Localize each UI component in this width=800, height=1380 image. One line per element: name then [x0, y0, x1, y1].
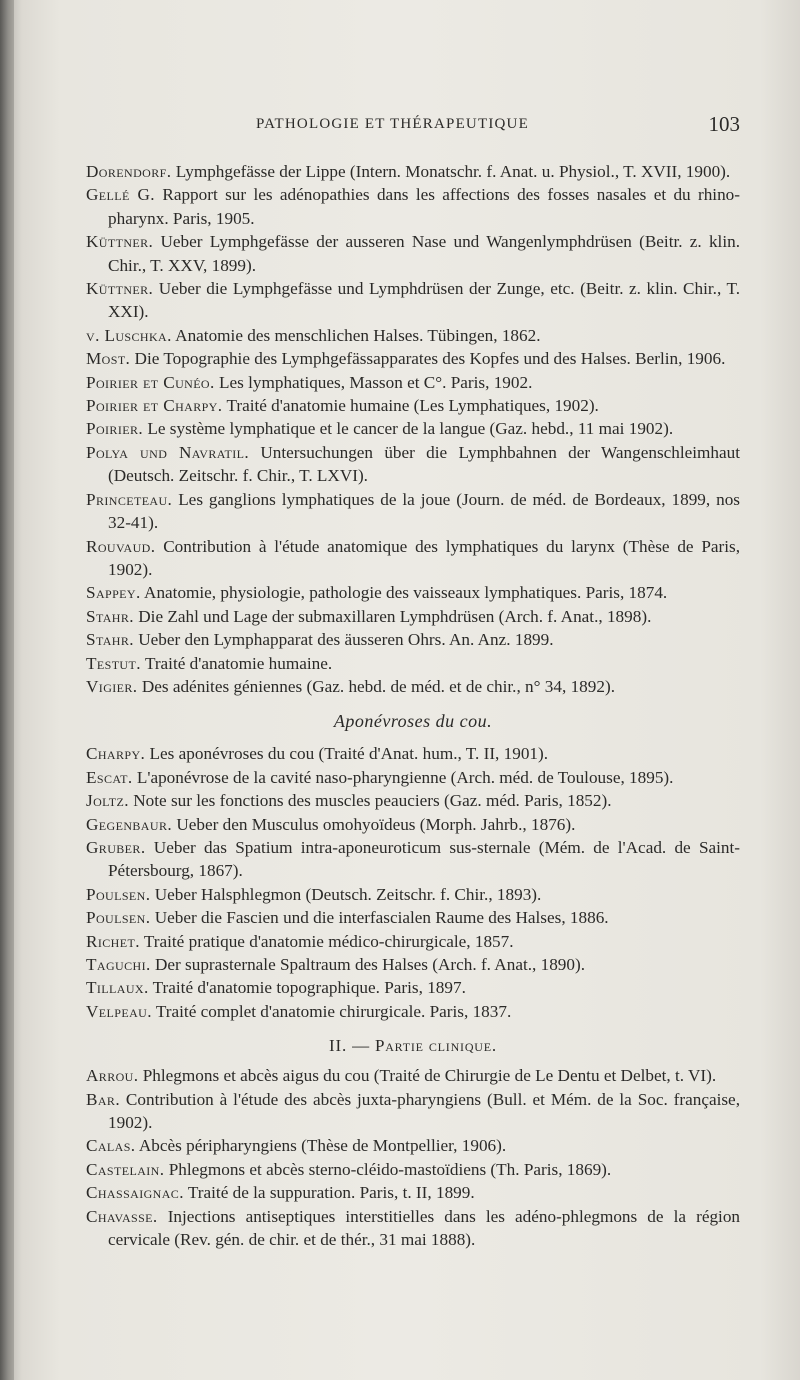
entry-author: Gruber. — [86, 837, 146, 857]
entry-author: Poulsen. — [86, 908, 151, 928]
entry-author: Vigier. — [86, 676, 138, 696]
part-label: Partie clinique. — [374, 1036, 497, 1056]
bibliography-entry — [86, 1158, 740, 1181]
entry-author: Richet. — [86, 931, 140, 951]
bibliography-list-clinical — [86, 1064, 740, 1251]
bibliography-entry — [86, 1205, 740, 1252]
entry-text: Ueber den Musculus omohyoïdeus (Morph. Jahrb., 1876). — [176, 814, 576, 834]
entry-author: Testut. — [86, 653, 141, 673]
bibliography-entry — [86, 789, 740, 812]
entry-text: Anatomie des menschlichen Halses. Tübingen, 1862. — [175, 325, 541, 345]
entry-text: Der suprasternale Spaltraum des Halses (Arch. f. Anat., 1890). — [154, 955, 586, 974]
entry-author: Arrou. — [86, 1066, 139, 1086]
bibliography-entry — [86, 766, 740, 789]
bibliography-entry — [86, 953, 740, 976]
bibliography-entry — [86, 675, 740, 698]
bibliography-list-lymphatics — [86, 160, 740, 698]
bibliography-entry — [86, 1088, 740, 1135]
bibliography-entry — [86, 347, 740, 370]
bibliography-entry — [86, 906, 740, 929]
entry-author: Polya und Navratil. — [86, 442, 250, 462]
running-head: PATHOLOGIE ET THÉRAPEUTIQUE — [256, 116, 529, 132]
bibliography-entry — [86, 605, 740, 628]
bibliography-entry — [86, 324, 740, 347]
entry-author: Küttner. — [86, 279, 154, 299]
bibliography-entry — [86, 1000, 740, 1023]
entry-text: Die Zahl und Lage der submaxillaren Lymphdrüsen (Arch. f. Anat., 1898). — [138, 606, 652, 626]
entry-author: Rouvaud. — [86, 536, 156, 556]
entry-text: Traité d'anatomie humaine. — [144, 653, 333, 673]
entry-text: Note sur les fonctions des muscles peauciers (Gaz. méd. Paris, 1852). — [133, 791, 612, 811]
entry-author: Bar. — [86, 1089, 121, 1109]
entry-author: Gellé G. — [86, 185, 155, 205]
bibliography-entry — [86, 183, 740, 230]
entry-text: Phlegmons et abcès aigus du cou (Traité de Chirurgie de Le Dentu et Delbet, t. VI). — [142, 1066, 717, 1086]
entry-author: Joltz. — [86, 791, 129, 811]
bibliography-entry — [86, 417, 740, 440]
bibliography-entry — [86, 488, 740, 535]
page-number: 103 — [708, 112, 740, 136]
entry-text: Injections antiseptiques interstitielles dans les adéno-phlegmons de la région cervicale (Rev. gén. de chir. et de thér., 31 mai 1888). — [108, 1206, 741, 1250]
entry-text: L'aponévrose de la cavité naso-pharyngienne (Arch. méd. de Toulouse, 1895). — [136, 767, 674, 787]
entry-author: Calas. — [86, 1136, 136, 1156]
bibliography-entry — [86, 535, 740, 582]
entry-text: Rapport sur les adénopathies dans les affections des fosses nasales et du rhino-pharynx. Paris, 1905. — [108, 185, 740, 228]
bibliography-entry — [86, 394, 740, 417]
entry-text: Die Topographie des Lymphgefässapparates des Kopfes und des Halses. Berlin, 1906. — [134, 349, 726, 369]
entry-text: Traité pratique d'anatomie médico-chirurgicale, 1857. — [143, 931, 514, 951]
bibliography-entry — [86, 883, 740, 906]
bibliography — [86, 160, 740, 1251]
entry-text: Des adénites géniennes (Gaz. hebd. de méd. et de chir., n° 34, 1892). — [141, 676, 615, 696]
bibliography-entry — [86, 230, 740, 277]
entry-text: Ueber Lymphgefässe der ausseren Nase und Wangenlymphdrüsen (Beitr. z. klin. Chir., T. XXV, 1899). — [108, 232, 740, 275]
entry-text: Lymphgefässe der Lippe (Intern. Monatschr. f. Anat. u. Physiol., T. XVII, 1900). — [175, 162, 731, 181]
entry-author: Poirier. — [86, 419, 144, 439]
entry-author: Poirier et Charpy. — [86, 396, 223, 416]
bibliography-entry — [86, 581, 740, 604]
entry-text: Traité d'anatomie humaine (Les Lymphatiques, 1902). — [226, 396, 599, 416]
bibliography-entry — [86, 160, 740, 183]
entry-author: Poulsen. — [86, 884, 151, 904]
part-number: II. — — [329, 1036, 370, 1056]
entry-author: Princeteau. — [86, 489, 173, 509]
bibliography-entry — [86, 1064, 740, 1087]
bibliography-entry — [86, 277, 740, 324]
entry-author: Sappey. — [86, 583, 141, 603]
bibliography-entry — [86, 836, 740, 883]
entry-text: Ueber Halsphlegmon (Deutsch. Zeitschr. f. Chir., 1893). — [154, 884, 542, 904]
bibliography-entry — [86, 1134, 740, 1157]
entry-text: Les aponévroses du cou (Traité d'Anat. hum., T. II, 1901). — [149, 744, 549, 764]
entry-author: Küttner. — [86, 232, 154, 252]
bibliography-entry — [86, 628, 740, 651]
entry-text: Contribution à l'étude des abcès juxta-pharyngiens (Bull. et Mém. de la Soc. française, 1902). — [108, 1089, 740, 1133]
page-header — [80, 112, 740, 142]
entry-author: Stahr. — [86, 630, 134, 650]
entry-author: Chavasse. — [86, 1206, 158, 1226]
bibliography-entry — [86, 1181, 740, 1204]
entry-author: Escat. — [86, 767, 133, 787]
page-spine-shadow — [0, 0, 14, 1380]
entry-author: Castelain. — [86, 1159, 165, 1179]
section-title: Aponévroses du cou. — [333, 711, 493, 732]
entry-author: Most. — [86, 349, 131, 369]
bibliography-entry — [86, 441, 740, 488]
entry-text: Untersuchungen über die Lymphbahnen der Wangenschleimhaut (Deutsch. Zeitschr. f. Chir., T. LXVI). — [108, 442, 740, 486]
entry-text: Ueber die Lymphgefässe und Lymphdrüsen der Zunge, etc. (Beitr. z. klin. Chir., T. XXI). — [108, 279, 740, 322]
entry-text: Le système lymphatique et le cancer de la langue (Gaz. hebd., 11 mai 1902). — [147, 419, 674, 439]
entry-author: v. Luschka. — [86, 325, 172, 345]
bibliography-entry — [86, 742, 740, 765]
entry-text: Les lymphatiques, Masson et C°. Paris, 1902. — [219, 372, 533, 392]
entry-author: Chassaignac. — [86, 1183, 184, 1203]
entry-text: Contribution à l'étude anatomique des lymphatiques du larynx (Thèse de Paris, 1902). — [108, 536, 740, 579]
entry-text: Anatomie, physiologie, pathologie des vaisseaux lymphatiques. Paris, 1874. — [144, 583, 668, 603]
entry-author: Gegenbaur. — [86, 814, 173, 834]
entry-author: Tillaux. — [86, 978, 149, 998]
bibliography-entry — [86, 930, 740, 953]
bibliography-list-aponeuroses — [86, 742, 740, 1023]
bibliography-entry — [86, 976, 740, 999]
entry-author: Charpy. — [86, 744, 146, 764]
entry-text: Phlegmons et abcès sterno-cléido-mastoïdiens (Th. Paris, 1869). — [168, 1159, 612, 1179]
entry-text: Ueber die Fascien und die interfascialen Raume des Halses, 1886. — [154, 908, 609, 928]
part-title — [86, 1034, 740, 1058]
entry-text: Ueber den Lymphapparat des äusseren Ohrs. An. Anz. 1899. — [138, 630, 554, 650]
entry-text: Traité complet d'anatomie chirurgicale. Paris, 1837. — [155, 1001, 512, 1021]
bibliography-entry — [86, 813, 740, 836]
entry-author: Stahr. — [86, 606, 134, 626]
bibliography-entry — [86, 371, 740, 394]
entry-text: Abcès péripharyngiens (Thèse de Montpellier, 1906). — [138, 1136, 507, 1156]
entry-author: Dorendorf. — [86, 162, 172, 181]
entry-author: Taguchi. — [86, 955, 151, 974]
bibliography-entry — [86, 652, 740, 675]
entry-text: Ueber das Spatium intra-aponeuroticum sus-sternale (Mém. de l'Acad. de Saint-Pétersbourg, 1867). — [108, 837, 741, 881]
entry-text: Traité de la suppuration. Paris, t. II, 1899. — [187, 1183, 475, 1203]
entry-author: Velpeau. — [86, 1001, 152, 1021]
entry-text: Les ganglions lymphatiques de la joue (Journ. de méd. de Bordeaux, 1899, nos 32-41). — [108, 489, 740, 533]
entry-text: Traité d'anatomie topographique. Paris, 1897. — [152, 978, 466, 998]
entry-author: Poirier et Cunéo. — [86, 372, 215, 392]
